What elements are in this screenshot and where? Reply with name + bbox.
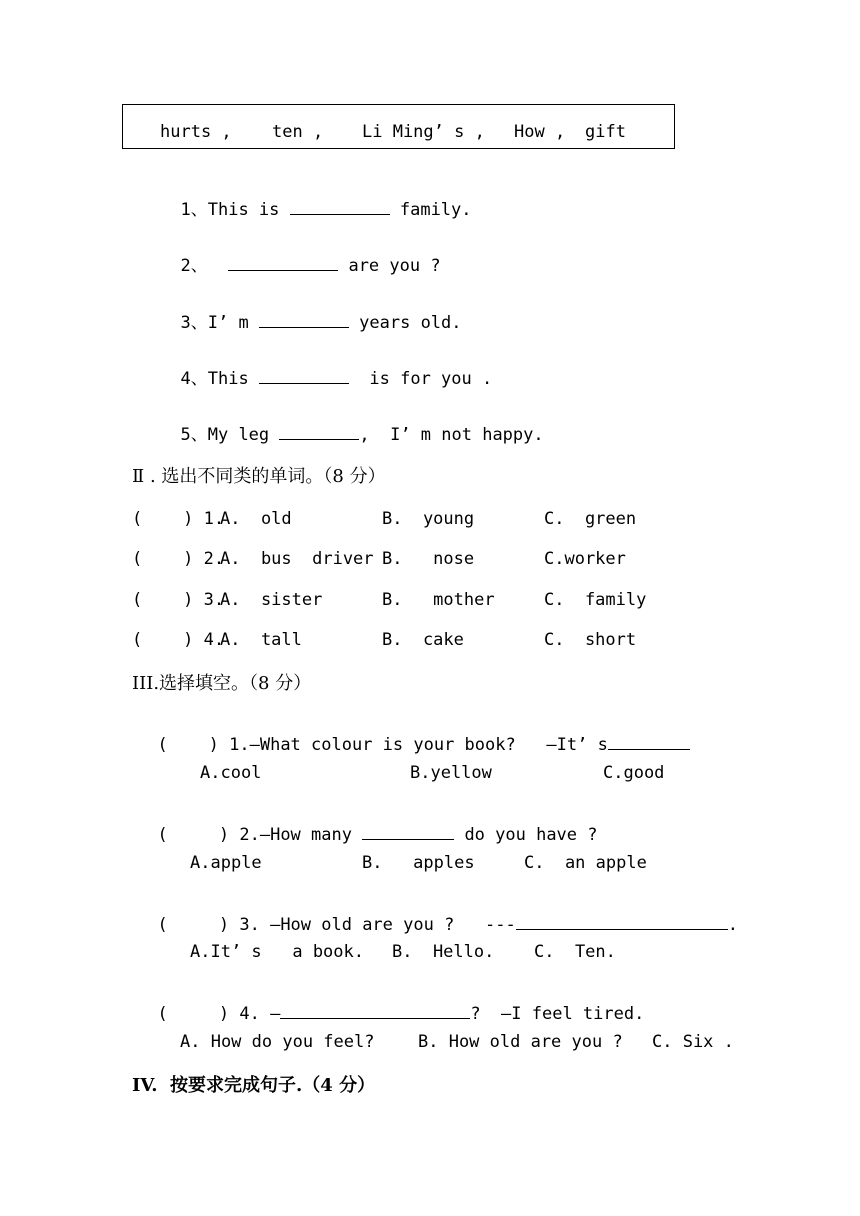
question-text: — bbox=[259, 1004, 281, 1024]
option-c: C. green bbox=[544, 509, 637, 529]
option-b: B. Hello. bbox=[392, 942, 495, 962]
option-c: C. short bbox=[544, 630, 637, 650]
item-text: , I’ m not happy. bbox=[359, 425, 544, 445]
fill-item bbox=[160, 410, 544, 444]
item-number: 4、 bbox=[180, 369, 208, 389]
option-a: A. How do you feel? bbox=[180, 1032, 375, 1052]
item-number: 3、 bbox=[180, 313, 208, 333]
question bbox=[137, 989, 644, 1023]
choice-number: ( ) 3. bbox=[132, 590, 225, 610]
choice-number: ( ) 2. bbox=[132, 549, 225, 569]
answer-blank[interactable] bbox=[259, 326, 349, 328]
option-b: B. How old are you ? bbox=[418, 1032, 623, 1052]
item-text: I’ m bbox=[207, 313, 259, 333]
item-text: family. bbox=[389, 200, 472, 220]
fill-item bbox=[160, 354, 492, 388]
fill-item bbox=[160, 298, 462, 332]
option-c: C. Six . bbox=[652, 1032, 734, 1052]
option-b: B. nose bbox=[382, 549, 475, 569]
option-b: B. cake bbox=[382, 630, 464, 650]
word-bank-item: ten , bbox=[272, 122, 324, 142]
option-c: C.worker bbox=[544, 549, 626, 569]
section-title: III.选择填空。（8 分） bbox=[132, 673, 312, 694]
item-text: My leg bbox=[207, 425, 280, 445]
question-text: —How many bbox=[259, 825, 363, 845]
question-text: do you have ? bbox=[454, 825, 598, 845]
item-text: is for you . bbox=[348, 369, 493, 389]
answer-blank[interactable] bbox=[516, 928, 728, 930]
option-a: A. old bbox=[220, 509, 292, 529]
question bbox=[137, 810, 598, 844]
answer-blank[interactable] bbox=[280, 1017, 470, 1019]
option-c: C. an apple bbox=[524, 853, 647, 873]
item-text: This bbox=[207, 369, 259, 389]
fill-item bbox=[160, 185, 472, 219]
choice-number: ( ) 4. bbox=[132, 630, 225, 650]
option-b: B. apples bbox=[362, 853, 475, 873]
fill-item bbox=[160, 241, 441, 275]
option-c: C. family bbox=[544, 590, 647, 610]
question-number: ( ) 1. bbox=[157, 735, 250, 755]
word-bank-item: hurts , bbox=[160, 122, 232, 142]
answer-blank[interactable] bbox=[279, 438, 359, 440]
option-c: C. Ten. bbox=[534, 942, 616, 962]
question-text: —What colour is your book? —It’ s bbox=[249, 735, 608, 755]
question bbox=[137, 720, 690, 754]
option-c: C.good bbox=[603, 763, 665, 783]
question-number: ( ) 2. bbox=[157, 825, 260, 845]
option-a: A. sister bbox=[220, 590, 323, 610]
answer-blank[interactable] bbox=[228, 269, 338, 271]
option-a: A. bus driver bbox=[220, 549, 374, 569]
word-bank-item: How , bbox=[514, 122, 566, 142]
option-a: A.apple bbox=[190, 853, 262, 873]
question-number: ( ) 4. bbox=[157, 1004, 260, 1024]
question bbox=[137, 900, 738, 934]
word-bank-box bbox=[122, 104, 675, 149]
item-text: This is bbox=[207, 200, 290, 220]
item-text: years old. bbox=[348, 313, 462, 333]
option-a: A.cool bbox=[200, 763, 262, 783]
question-text: ? —I feel tired. bbox=[470, 1004, 645, 1024]
item-number: 5、 bbox=[180, 425, 208, 445]
word-bank-item: Li Ming’ s , bbox=[362, 122, 485, 142]
question-text: . bbox=[727, 915, 738, 935]
section-title: IV. 按要求完成句子.（4 分） bbox=[132, 1075, 376, 1096]
option-a: A. tall bbox=[220, 630, 302, 650]
question-number: ( ) 3. bbox=[157, 915, 260, 935]
option-a: A.It’ s a book. bbox=[190, 942, 364, 962]
item-text: are you ? bbox=[338, 256, 441, 276]
answer-blank[interactable] bbox=[259, 382, 349, 384]
answer-blank[interactable] bbox=[608, 748, 690, 750]
question-text: —How old are you ? --- bbox=[259, 915, 516, 935]
item-number: 1、 bbox=[180, 200, 208, 220]
option-b: B. young bbox=[382, 509, 475, 529]
option-b: B. mother bbox=[382, 590, 495, 610]
answer-blank[interactable] bbox=[290, 213, 390, 215]
option-b: B.yellow bbox=[410, 763, 492, 783]
answer-blank[interactable] bbox=[362, 838, 454, 840]
choice-number: ( ) 1. bbox=[132, 509, 225, 529]
word-bank-item: gift bbox=[585, 122, 626, 142]
section-title: Ⅱ . 选出不同类的单词。（8 分） bbox=[132, 466, 386, 487]
item-number: 2、 bbox=[180, 256, 208, 276]
